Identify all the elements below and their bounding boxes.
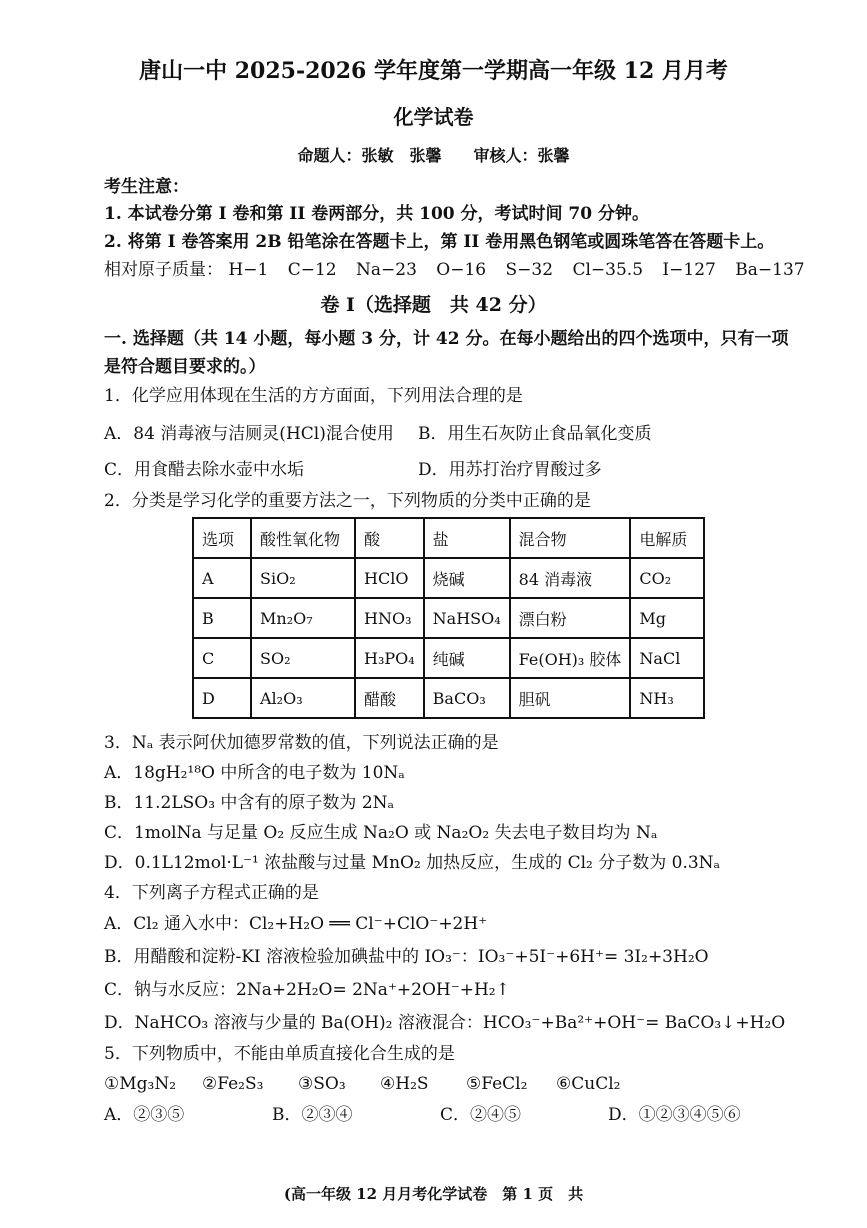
q5-item: ③SO₃ [298, 1074, 346, 1094]
atomic-masses [104, 259, 819, 281]
atomic-mass: Cl−35.5 [572, 260, 644, 280]
table-cell: NaCl [630, 638, 704, 678]
atomic-mass: Ba−137 [735, 260, 805, 280]
q5-option-b: B．②③④ [272, 1105, 353, 1125]
table-cell: HClO [355, 558, 424, 598]
atomic-mass: O−16 [436, 260, 487, 280]
q3-option-a: A．18gH₂¹⁸O 中所含的电子数为 10Nₐ [104, 763, 405, 783]
table-header-cell: 选项 [193, 518, 251, 558]
table-cell: D [193, 678, 251, 718]
table-header-cell: 电解质 [630, 518, 704, 558]
q5-item: ④H₂S [380, 1074, 429, 1094]
q5-option-a: A．②③⑤ [104, 1105, 185, 1125]
table-cell: H₃PO₄ [355, 638, 424, 678]
q5-option-d: D．①②③④⑤⑥ [608, 1105, 741, 1125]
table-row [193, 638, 704, 678]
q3-stem: 3．Nₐ 表示阿伏加德罗常数的值，下列说法正确的是 [104, 733, 499, 753]
atomic-mass: I−127 [662, 260, 716, 280]
table-cell: Al₂O₃ [251, 678, 355, 718]
table-cell: 纯碱 [424, 638, 510, 678]
section-intro: 一. 选择题（共 14 小题，每小题 3 分，计 42 分。在每小题给出的四个选项中，只有一项 [104, 329, 789, 349]
section-intro-cont: 是符合题目要求的。） [104, 357, 266, 377]
table-cell: Mn₂O₇ [251, 598, 355, 638]
atomic-mass: C−12 [287, 260, 337, 280]
table-cell: NH₃ [630, 678, 704, 718]
q1-option-c: C．用食醋去除水壶中水垢 [104, 460, 305, 480]
table-cell: B [193, 598, 251, 638]
q2-stem: 2．分类是学习化学的重要方法之一，下列物质的分类中正确的是 [104, 491, 591, 511]
table-cell: 胆矾 [510, 678, 631, 718]
table-header-cell: 酸 [355, 518, 424, 558]
atomic-masses-label: 相对原子质量： [104, 260, 223, 280]
table-header-cell: 混合物 [510, 518, 631, 558]
q1-option-b: B．用生石灰防止食品氧化变质 [418, 424, 652, 444]
classification-table [192, 517, 705, 719]
table-cell: C [193, 638, 251, 678]
q5-item: ②Fe₂S₃ [202, 1074, 264, 1094]
atomic-mass: Na−23 [356, 260, 417, 280]
notice-item-1: 1. 本试卷分第 I 卷和第 II 卷两部分，共 100 分，考试时间 70 分钟。 [104, 204, 650, 224]
q5-option-c: C．②④⑤ [440, 1105, 522, 1125]
exam-subtitle: 化学试卷 [393, 105, 474, 129]
table-row [193, 558, 704, 598]
table-header-cell: 酸性氧化物 [251, 518, 355, 558]
atomic-mass: S−32 [505, 260, 554, 280]
q5-item: ①Mg₃N₂ [104, 1074, 177, 1094]
notice-heading: 考生注意： [104, 177, 189, 197]
table-row [193, 598, 704, 638]
q5-item: ⑥CuCl₂ [556, 1074, 621, 1094]
table-cell: SO₂ [251, 638, 355, 678]
exam-authors: 命题人：张敏 张馨 审核人：张馨 [297, 146, 570, 165]
table-cell: 84 消毒液 [510, 558, 631, 598]
q5-stem: 5．下列物质中，不能由单质直接化合生成的是 [104, 1044, 455, 1064]
table-cell: A [193, 558, 251, 598]
q3-option-b: B．11.2LSO₃ 中含有的原子数为 2Nₐ [104, 793, 395, 813]
section-title: 卷 I（选择题 共 42 分） [320, 294, 547, 316]
q1-option-a: A．84 消毒液与洁厕灵(HCl)混合使用 [104, 424, 394, 444]
table-cell: 烧碱 [424, 558, 510, 598]
q1-option-d: D．用苏打治疗胃酸过多 [418, 460, 602, 480]
table-cell: BaCO₃ [424, 678, 510, 718]
table-cell: 漂白粉 [510, 598, 631, 638]
table-cell: HNO₃ [355, 598, 424, 638]
page-footer: (高一年级 12 月月考化学试卷 第 1 页 共 [283, 1185, 584, 1203]
q4-option-d: D．NaHCO₃ 溶液与少量的 Ba(OH)₂ 溶液混合：HCO₃⁻+Ba²⁺+OH⁻= BaCO₃↓+H₂O [104, 1013, 786, 1033]
notice-item-2: 2. 将第 I 卷答案用 2B 铅笔涂在答题卡上，第 II 卷用黑色钢笔或圆珠笔答在答题卡上。 [104, 232, 775, 252]
q3-option-d: D．0.1L12mol·L⁻¹ 浓盐酸与过量 MnO₂ 加热反应，生成的 Cl₂ 分子数为 0.3Nₐ [104, 853, 721, 873]
q5-items [104, 1073, 646, 1095]
q4-option-b: B．用醋酸和淀粉-KI 溶液检验加碘盐中的 IO₃⁻：IO₃⁻+5I⁻+6H⁺= 3I₂+3H₂O [104, 947, 709, 967]
table-cell: CO₂ [630, 558, 704, 598]
table-cell: SiO₂ [251, 558, 355, 598]
exam-title: 唐山一中 2025-2026 学年度第一学期高一年级 12 月月考 [139, 58, 728, 84]
q4-option-a: A．Cl₂ 通入水中：Cl₂+H₂O ══ Cl⁻+ClO⁻+2H⁺ [104, 914, 488, 934]
table-row [193, 678, 704, 718]
q4-option-c: C．钠与水反应：2Na+2H₂O= 2Na⁺+2OH⁻+H₂↑ [104, 980, 510, 1000]
table-cell: Fe(OH)₃ 胶体 [510, 638, 631, 678]
q1-stem: 1．化学应用体现在生活的方方面面，下列用法合理的是 [104, 386, 523, 406]
table-cell: 醋酸 [355, 678, 424, 718]
table-cell: NaHSO₄ [424, 598, 510, 638]
q4-stem: 4．下列离子方程式正确的是 [104, 883, 319, 903]
table-header-row [193, 518, 704, 558]
q5-item: ⑤FeCl₂ [466, 1074, 528, 1094]
q3-option-c: C．1molNa 与足量 O₂ 反应生成 Na₂O 或 Na₂O₂ 失去电子数目均为 Nₐ [104, 823, 658, 843]
atomic-mass: H−1 [228, 260, 269, 280]
table-cell: Mg [630, 598, 704, 638]
table-header-cell: 盐 [424, 518, 510, 558]
